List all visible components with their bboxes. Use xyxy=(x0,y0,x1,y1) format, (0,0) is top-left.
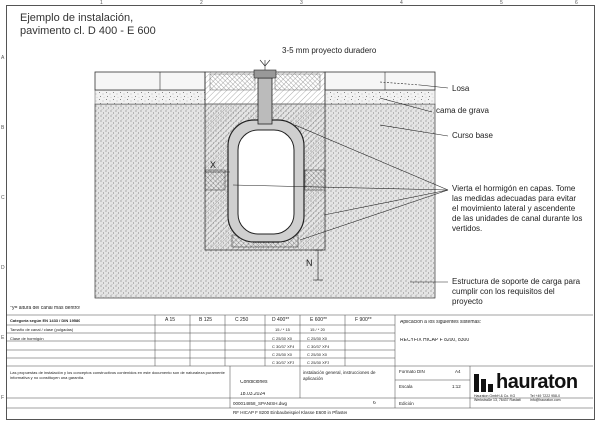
class-b125: B 125 xyxy=(199,317,213,323)
format-label: Formato DIN xyxy=(399,369,425,374)
title-line-2: pavimento cl. D 400 - E 600 xyxy=(20,25,156,37)
grid-row-d: D xyxy=(1,265,5,271)
grid-row-c: C xyxy=(1,195,5,201)
structure-line: Estructura de soporte de carga para xyxy=(452,277,581,286)
row-label: Clase de hormigón xyxy=(10,336,44,341)
class-e600: E 600** xyxy=(310,317,327,323)
grid-col-6: 6 xyxy=(575,0,578,6)
grid-row-a: A xyxy=(1,55,5,61)
scale-label: Escala xyxy=(399,384,413,389)
concrete-line: vertidos. xyxy=(452,224,483,233)
edition-label: Edición xyxy=(399,401,414,406)
row-e-value: C 25/30 X0 xyxy=(307,352,328,357)
hauraton-logo-mark xyxy=(474,374,494,392)
grid-col-1: 1 xyxy=(100,0,103,6)
scale-value: 1:12 xyxy=(452,384,461,389)
row-d-value: C 30/37 XF3 xyxy=(272,360,295,365)
class-d400: D 400** xyxy=(272,317,290,323)
product-name: RECYFIX HICAP F 8200, 8300 xyxy=(400,338,470,343)
brand-contact xyxy=(530,394,561,402)
structure-line: proyecto xyxy=(452,297,483,306)
row-e-value: 15 / * 20 xyxy=(310,327,325,332)
row-e-value: C 25/30 X0 xyxy=(307,336,328,341)
conditions-label: Condiciones xyxy=(240,380,268,385)
grid-row-f: F xyxy=(1,395,5,401)
n-label: N xyxy=(306,258,313,268)
row-d-value: C 30/37 XF4 xyxy=(272,344,295,349)
category-label: Categoría según EN 1433 / DIN 19580 xyxy=(10,318,81,323)
address-line: Tel +49 7222 958-0 xyxy=(530,394,561,398)
brand-address xyxy=(474,394,521,402)
row-d-value: C 25/30 X0 xyxy=(272,352,293,357)
class-c250: C 250 xyxy=(235,317,249,323)
grid-col-5: 5 xyxy=(500,0,503,6)
address-line: info@hauraton.com xyxy=(530,398,561,402)
concrete-line: las medidas adecuadas para evitar xyxy=(452,194,577,203)
grid-col-4: 4 xyxy=(400,0,403,6)
structure-line: cumplir con los requisitos del xyxy=(452,287,555,296)
class-f900: F 900** xyxy=(355,317,372,323)
grid-row-e: E xyxy=(1,335,5,341)
applies-label: Aplicación a los siguientes sistemas: xyxy=(400,320,482,325)
drawing-number: 000014858_SPANISH.dwg xyxy=(233,401,287,406)
row-d-value: 15 / * 15 xyxy=(275,327,290,332)
concrete-line: de las unidades de canal durante los xyxy=(452,214,583,223)
joint-leader xyxy=(260,60,270,70)
footer-title: RF HICAP F 8200 Einbaubeispiel Klasse E600 in Pflaster xyxy=(233,410,348,415)
disclaimer: Las propuestas de instalación y los conceptos constructivos contenidos en este documento son de naturaleza puramente informativa y no constituyen una garantía. xyxy=(10,370,225,380)
class-a15: A 15 xyxy=(165,317,176,323)
concrete-line: el movimiento lateral y ascendente xyxy=(452,204,576,213)
row-d-value: C 25/30 X0 xyxy=(272,336,293,341)
concrete-callout xyxy=(452,184,582,234)
base-callout: Curso base xyxy=(452,131,493,140)
address-line: Werkstraße 13, 76437 Rastatt xyxy=(474,398,521,402)
grid-col-3: 3 xyxy=(300,0,303,6)
title-line-1: Ejemplo de instalación, xyxy=(20,12,134,24)
grava-callout: cama de grava xyxy=(436,106,489,115)
grid-row-b: B xyxy=(1,125,5,131)
address-line: Hauraton GmbH & Co. KG xyxy=(474,394,516,398)
x-label: X xyxy=(210,160,217,170)
format-value: A4 xyxy=(455,369,461,374)
instructions: instalación general, instrucciones de aplicación xyxy=(303,370,376,381)
footnote: *y= altura del canal más dentro! xyxy=(10,306,81,311)
structure-callout xyxy=(452,277,580,307)
date: 18.03.2024 xyxy=(240,392,266,397)
losa-callout: Losa xyxy=(452,84,470,93)
row-e-value: C 25/30 XF3 xyxy=(307,360,330,365)
sheet-number: 6 xyxy=(373,401,376,406)
concrete-line: Vierta el hormigón en capas. Tome xyxy=(452,184,576,193)
grid-col-2: 2 xyxy=(200,0,203,6)
row-label: Tamaño de canal / clase (pulgadas) xyxy=(10,327,74,332)
joint-callout: 3-5 mm proyecto duradero xyxy=(282,46,377,55)
row-e-value: C 30/37 XF4 xyxy=(307,344,330,349)
brand-name: hauraton xyxy=(496,371,578,393)
